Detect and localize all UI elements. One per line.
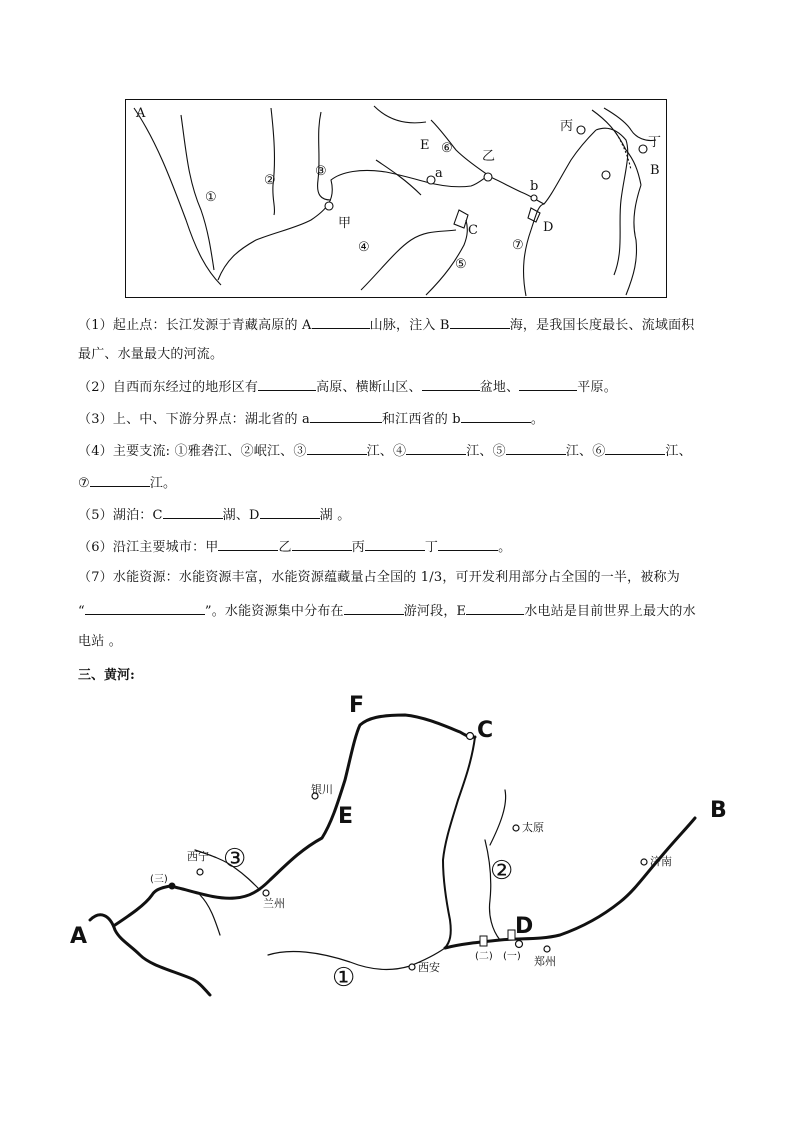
question-2: （2）自西而东经过的地形区有 高原、横断山区、 盆地、 平原。 bbox=[78, 380, 617, 395]
blank-6a[interactable] bbox=[218, 538, 278, 551]
blank-7a[interactable] bbox=[85, 602, 205, 615]
yellow-map-drawing bbox=[60, 690, 760, 1010]
city-yinchuan: 银川 bbox=[311, 783, 333, 796]
section-heading-yellow-river: 三、黄河: bbox=[78, 668, 135, 683]
blank-2a[interactable] bbox=[258, 378, 316, 391]
dam-label-1: (一) bbox=[503, 951, 521, 962]
blank-5a[interactable] bbox=[163, 506, 223, 519]
label-r7: ⑦ bbox=[512, 238, 524, 253]
label-bing: 丙 bbox=[560, 119, 574, 134]
city-xian: 西安 bbox=[418, 961, 440, 974]
yellow-letter-C: C bbox=[477, 718, 494, 743]
question-5: （5）湖泊：C 湖、D 湖 。 bbox=[78, 508, 351, 523]
question-4-line-1: （4）主要支流: ①雅砻江、②岷江、③ 江、④ 江、⑤ 江、⑥ 江、 bbox=[78, 444, 692, 459]
blank-6c[interactable] bbox=[365, 538, 425, 551]
label-r4: ④ bbox=[358, 240, 370, 255]
label-yi: 乙 bbox=[482, 149, 496, 164]
blank-6d[interactable] bbox=[438, 538, 498, 551]
dam-label-2: (二) bbox=[475, 951, 493, 962]
question-4-line-2: ⑦ 江。 bbox=[78, 476, 177, 491]
blank-4c[interactable] bbox=[506, 442, 566, 455]
blank-4d[interactable] bbox=[605, 442, 665, 455]
yellow-letter-A: A bbox=[70, 924, 88, 949]
blank-1b[interactable] bbox=[450, 316, 510, 329]
river-label-r1: ① bbox=[332, 963, 356, 993]
question-7-line-2: “ ”。水能资源集中分布在 游河段，E 水电站是目前世界上最大的水 bbox=[78, 604, 696, 619]
blank-7c[interactable] bbox=[466, 602, 524, 615]
city-jinan: 济南 bbox=[650, 855, 672, 868]
city-xining: 西宁 bbox=[187, 850, 209, 863]
blank-2b[interactable] bbox=[422, 378, 480, 391]
label-r2: ② bbox=[264, 173, 276, 188]
blank-7b[interactable] bbox=[344, 602, 404, 615]
blank-4e[interactable] bbox=[90, 474, 150, 487]
label-B: B bbox=[650, 163, 660, 178]
label-C: C bbox=[468, 223, 478, 238]
dam-label-3: (三) bbox=[150, 874, 168, 885]
label-jia: 甲 bbox=[338, 216, 352, 231]
city-lanzhou: 兰州 bbox=[263, 897, 285, 910]
question-1-line-2: 最广、水量最大的河流。 bbox=[78, 347, 224, 362]
question-1-line-1: （1）起止点：长江发源于青藏高原的 A 山脉，注入 B 海，是我国长度最长、流域面积 bbox=[78, 318, 695, 333]
question-7-line-3: 电站 。 bbox=[78, 634, 122, 649]
river-label-r3: ③ bbox=[223, 844, 247, 874]
blank-1a[interactable] bbox=[312, 316, 370, 329]
blank-3a[interactable] bbox=[310, 410, 382, 423]
label-r1: ① bbox=[205, 190, 217, 205]
label-r6: ⑥ bbox=[441, 141, 453, 156]
city-zhengzhou: 郑州 bbox=[534, 955, 556, 968]
blank-6b[interactable] bbox=[292, 538, 352, 551]
label-D: D bbox=[543, 220, 554, 235]
label-ding: 丁 bbox=[648, 135, 662, 150]
city-taiyuan: 太原 bbox=[522, 821, 544, 834]
label-b: b bbox=[530, 179, 539, 194]
label-a: a bbox=[435, 166, 443, 181]
question-3: （3）上、中、下游分界点：湖北省的 a 和江西省的 b 。 bbox=[78, 412, 545, 427]
blank-2c[interactable] bbox=[519, 378, 577, 391]
river-label-r2: ② bbox=[490, 856, 514, 886]
question-6: （6）沿江主要城市：甲 乙 丙 丁 。 bbox=[78, 540, 512, 555]
blank-5b[interactable] bbox=[260, 506, 320, 519]
blank-3b[interactable] bbox=[461, 410, 531, 423]
yellow-river-map bbox=[60, 690, 760, 1010]
yellow-letter-E: E bbox=[338, 804, 354, 829]
yellow-letter-F: F bbox=[349, 693, 365, 718]
blank-4b[interactable] bbox=[406, 442, 466, 455]
question-7-line-1: （7）水能资源：水能资源丰富，水能资源蕴藏量占全国的 1/3，可开发利用部分占全国的一半，被称为 bbox=[78, 570, 680, 585]
yangtze-river-map bbox=[125, 99, 667, 298]
blank-4a[interactable] bbox=[307, 442, 367, 455]
label-E: E bbox=[420, 138, 430, 153]
label-r3: ③ bbox=[315, 164, 327, 179]
label-A: A bbox=[136, 106, 146, 121]
label-r5: ⑤ bbox=[455, 257, 467, 272]
yellow-letter-D: D bbox=[515, 914, 534, 939]
yellow-letter-B: B bbox=[710, 798, 727, 823]
